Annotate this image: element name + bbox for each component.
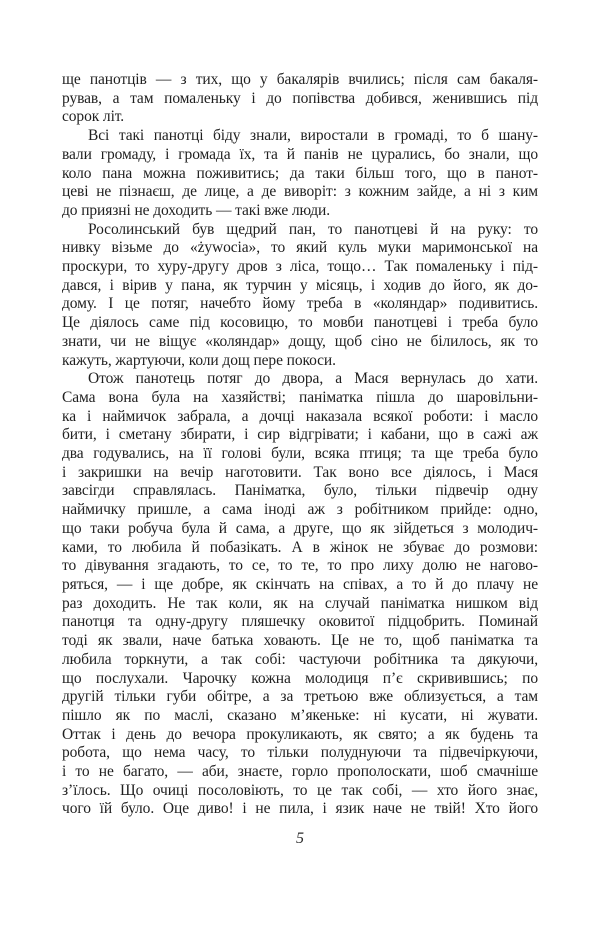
text-line: панотця та одну-другу пляшечку оковитої підцобрить. Поминай (62, 613, 538, 631)
page-number: 5 (296, 830, 304, 847)
text-line: ряться, — і ще добре, як скінчать на співах, а то й до плачу не (62, 575, 538, 593)
text-line: бити, і сметану збирати, і сир відгрівати; і кабани, що в сажі аж (62, 426, 538, 444)
text-line: кажуть, жартуючи, коли дощ пере покоси. (62, 351, 336, 369)
text-line: і то не багато, — аби, знаєте, горло прополоскати, шоб смачніше (62, 763, 538, 781)
text-line: коло пана можна поживитись; да таки більш того, що в панот- (62, 164, 538, 182)
text-line: Росолинський був щедрий пан, то панотцеві й на руку: то (88, 220, 538, 238)
text-line: раз доходить. Не так коли, як на случай паніматка нишком від (62, 594, 538, 612)
text-line: що послухали. Чарочку кожна молодиця п’є скривившись; по (62, 669, 538, 687)
text-line: цеві не пізнаєш, де лице, а де виворіт: з кожним зайде, а ні з ким (62, 183, 538, 201)
text-line: знати, чи не віщує «коляндар» дощу, щоб сіно не білилось, як то (62, 332, 538, 350)
text-line: сорок літ. (62, 108, 125, 126)
text-line: тоді як звали, наче батька ховають. Це не то, щоб паніматка та (62, 632, 538, 650)
text-line: до приязні не доходить — такі вже люди. (62, 201, 330, 219)
text-line: проскури, то хуру-другу дров з ліса, тощо… Так помаленьку і під- (62, 258, 538, 276)
text-line: Всі такі панотці біду знали, виростали в громаді, то б шану- (88, 127, 538, 145)
text-line: любила торкнути, а так собі: частуючи робітника та дякуючи, (62, 650, 538, 668)
text-block (62, 71, 538, 819)
text-line: завсігди справлялась. Паніматка, було, тільки підвечір одну (62, 482, 538, 500)
text-line: наймичку пришле, а сама іноді аж з робітником прийде: одно, (62, 501, 538, 519)
text-line: і закришки на вечір наготовити. Так воно все діялось, і Мася (62, 463, 538, 481)
text-line: дому. І це потяг, начебто йому треба в «коляндар» подивитись. (62, 295, 538, 313)
text-line: Це діялось саме під косовицю, то мовби панотцеві і треба було (62, 314, 538, 332)
text-line: Сама вона була на хазяйстві; паніматка пішла до шаровільни- (62, 388, 538, 406)
text-line: другій тільки губи обітре, а за третьою вже облизується, а там (62, 688, 538, 706)
text-line: ка і наймичок забрала, а дочці наказала всякої роботи: і масло (62, 407, 538, 425)
text-line: ками, то любила й побазікать. А в жінок не збуває до розмови: (62, 538, 538, 556)
text-line: то дівування згадають, то се, то те, то про лиху долю не нагово- (62, 557, 538, 575)
text-line: чого їй було. Оце диво! і не пила, і язик наче не твій! Хто його (62, 800, 538, 818)
text-line: дався, і вірив у пана, як турчин у місяць, і ходив до його, як до- (62, 276, 538, 294)
text-line: Оттак і день до вечора прокуликають, як свято; а як будень та (62, 725, 538, 743)
text-line: ще панотців — з тих, що у бакалярів вчились; після сам бакаля- (62, 71, 538, 88)
text-line: вали громаду, і громада їх, та й панів не цурались, бо знали, що (62, 145, 538, 163)
text-line: робота, що нема часу, то тільки полуднуючи та підвечіркуючи, (62, 744, 538, 762)
text-line: два годувались, на її голові були, всяка птиця; та ще треба було (62, 445, 538, 463)
text-line: що таки робуча була й сама, а друге, що як зійдеться з молодич- (62, 519, 538, 537)
text-line: Отож панотець потяг до двора, а Мася вернулась до хати. (88, 370, 538, 388)
text-line: рував, а там помаленьку і до попівства добився, женившись під (62, 89, 538, 107)
text-line: пішло як по маслі, сказано м’якеньке: ні кусати, ні жувати. (62, 706, 538, 724)
text-line: нивку візьме до «żywocia», то який куль муки маримонської на (62, 239, 538, 257)
text-line: з’їлось. Що очиці посоловіють, то це так собі, — хто його знає, (62, 781, 538, 799)
